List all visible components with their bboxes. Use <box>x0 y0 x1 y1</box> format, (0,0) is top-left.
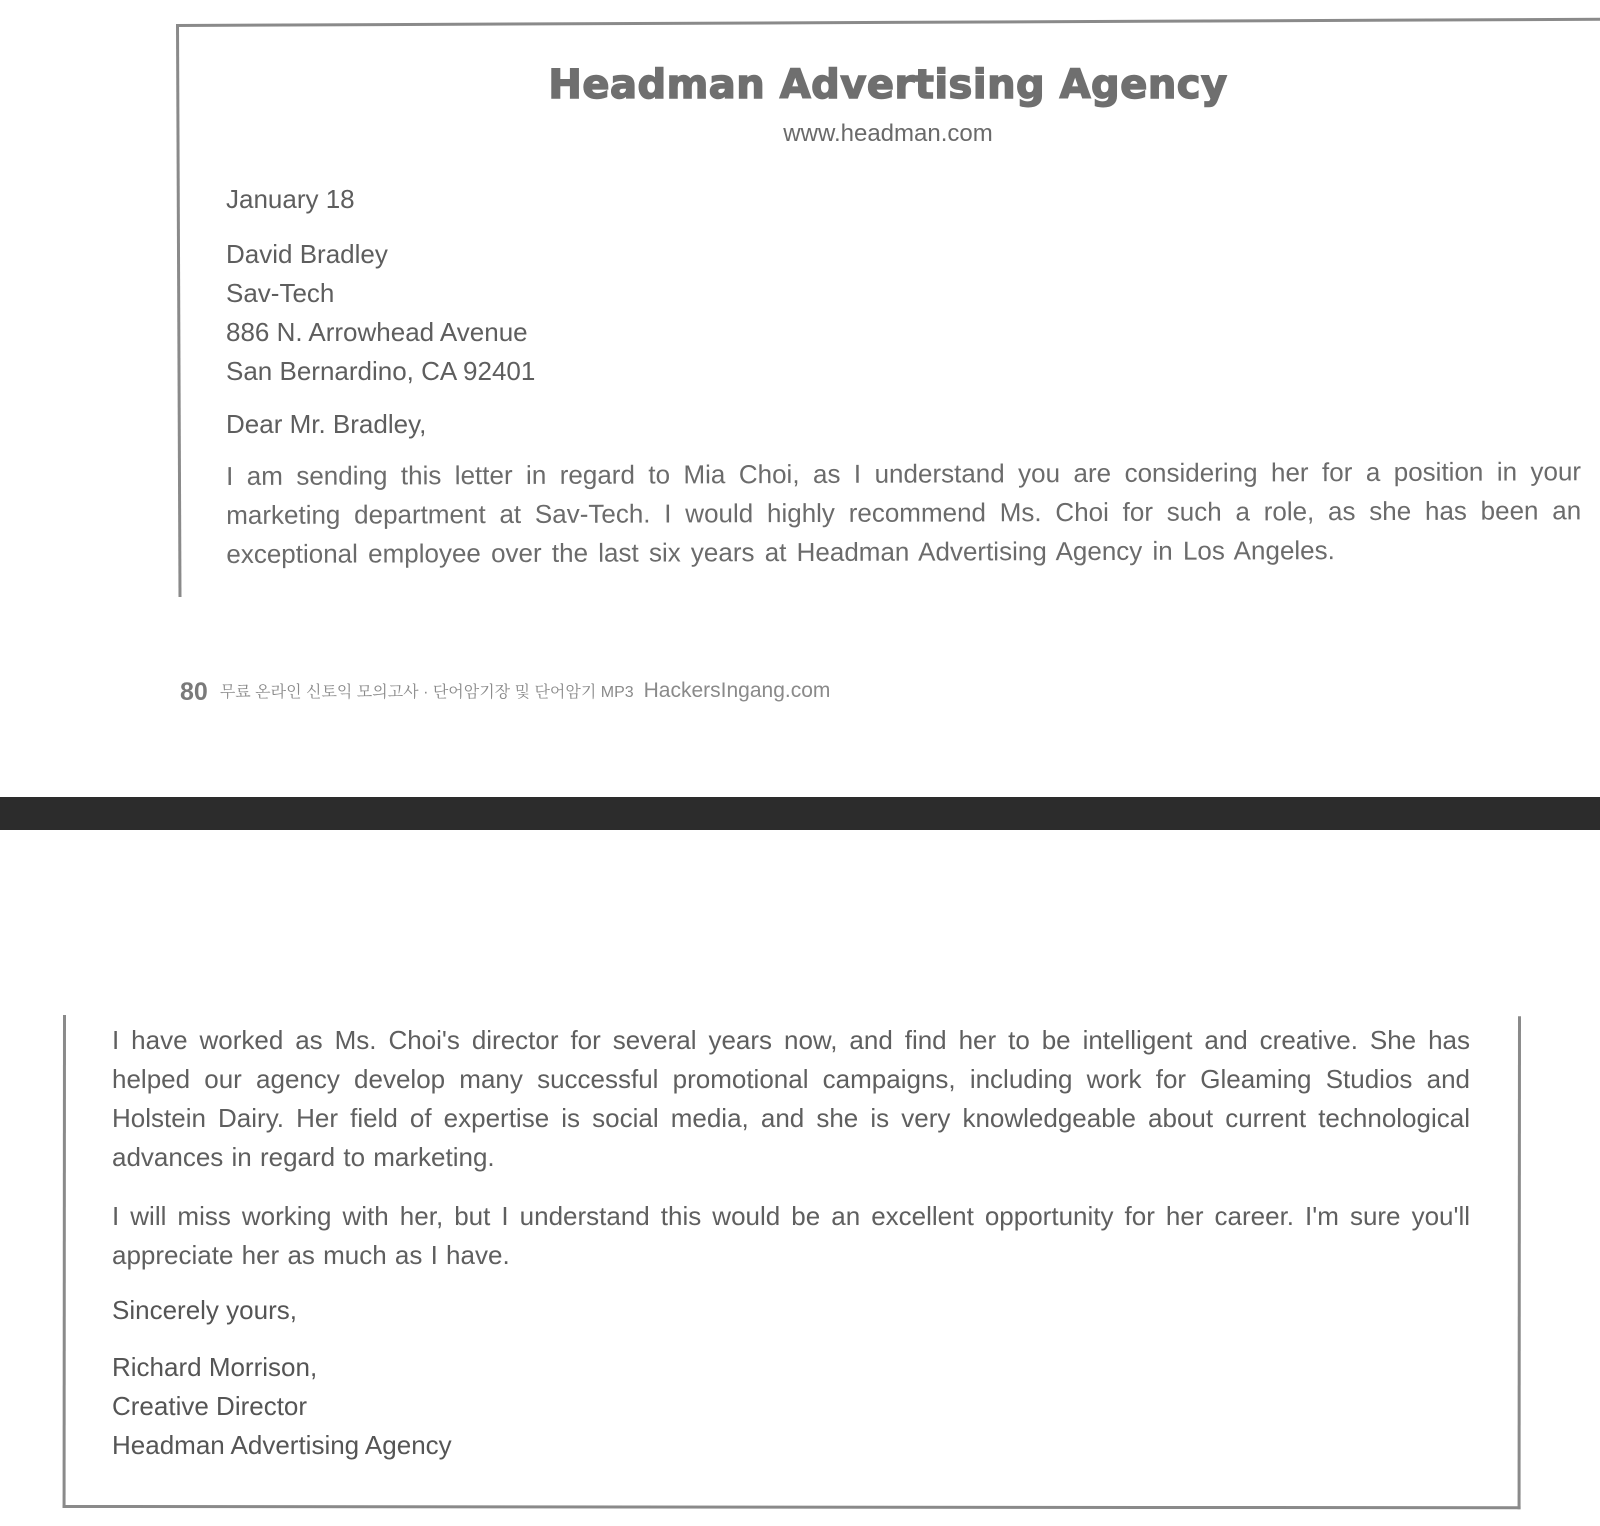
signer-title: Creative Director <box>112 1391 308 1421</box>
letter-greeting: Dear Mr. Bradley, <box>226 409 427 439</box>
letter-paragraph-1: I am sending this letter in regard to Mia Choi, as I understand you are considering her for a position in your marketing department at Sav-Tech. I would highly recommend Ms. Choi for such a role, as she has been an exceptional employee over the last six years at Headman Advertising Agency in Los Angeles. <box>226 456 1582 569</box>
scan-divider <box>0 797 1600 830</box>
recipient-street: 886 N. Arrowhead Avenue <box>226 317 528 347</box>
letter-closing: Sincerely yours, <box>112 1295 297 1325</box>
letter-paragraph-2: I have worked as Ms. Choi's director for several years now, and find her to be intelligent and creative. She has helped our agency develop many successful promotional campaigns, including work for Gleaming Studios and Holstein Dairy. Her field of expertise is social media, and she is very knowledgeable about current technological advances in regard to marketing. <box>112 1025 1470 1172</box>
page-number: 80 <box>180 678 208 706</box>
footer-promo-text: 무료 온라인 신토익 모의고사 · 단어암기장 및 단어암기 MP3 <box>219 684 634 701</box>
footer-site-link: HackersIngang.com <box>643 679 831 702</box>
recipient-name: David Bradley <box>226 239 388 269</box>
recipient-address <box>226 235 535 391</box>
letterhead-website: www.headman.com <box>783 120 993 147</box>
letter-paragraph-3: I will miss working with her, but I understand this would be an excellent opportunity for her career. I'm sure you'll appreciate her as much as I have. <box>112 1201 1470 1270</box>
recipient-company: Sav-Tech <box>226 278 335 308</box>
recipient-city-state-zip: San Bernardino, CA 92401 <box>226 356 536 386</box>
letterhead-agency-name: Headman Advertising Agency <box>548 62 1228 108</box>
signer-name: Richard Morrison, <box>112 1352 318 1382</box>
signature-block <box>112 1348 452 1465</box>
signer-organization: Headman Advertising Agency <box>112 1430 452 1460</box>
page-footer <box>180 678 830 707</box>
letter-date: January 18 <box>226 184 355 214</box>
